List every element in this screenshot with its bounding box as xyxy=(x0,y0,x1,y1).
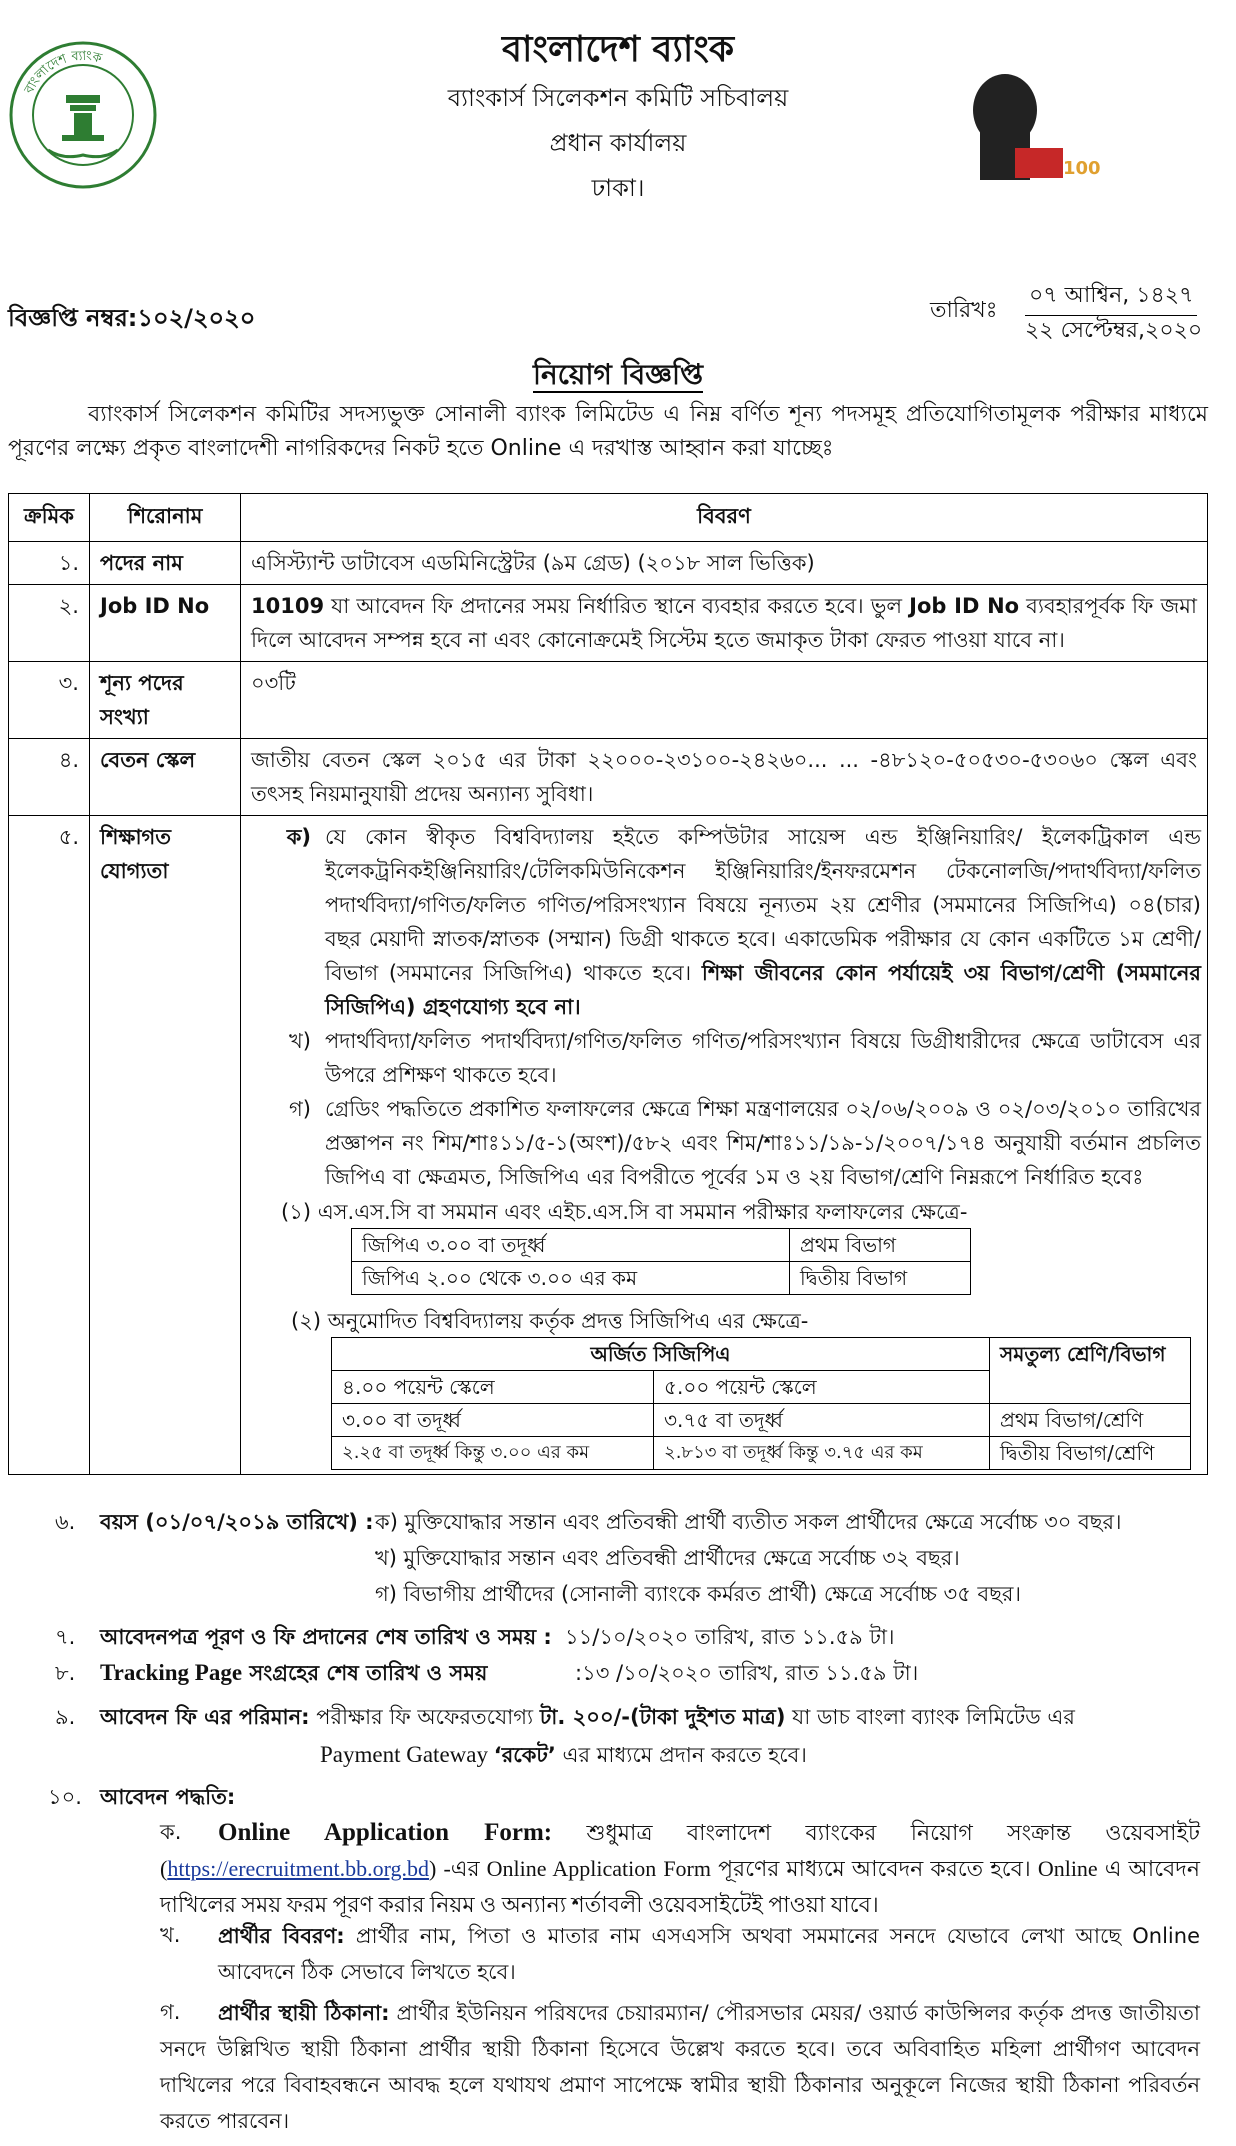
cell: সমতুল্য শ্রেণি/বিভাগ xyxy=(990,1338,1191,1404)
fee-gateway: Payment Gateway xyxy=(320,1742,494,1767)
row-desc: জাতীয় বেতন স্কেল ২০১৫ এর টাকা ২২০০০-২৩১০০-২৪২৬০... ... -৪৮১২০-৫০৫৩০-৫৩০৬০ স্কেল এবং তৎসহ নিয়মানুযায়ী প্রদেয় অন্যান্য সুবিধা। xyxy=(241,739,1208,816)
intro-text: ব্যাংকার্স সিলেকশন কমিটির সদস্যভুক্ত সোনালী ব্যাংক লিমিটেড এ নিম্ন বর্ণিত শূন্য পদসমূহ প্রতিযোগিতামূলক পরীক্ষার মাধ্যমে পূরণের লক্ষ্যে প্রকৃত বাংলাদেশী নাগরিকদের নিকট হতে Online এ দরখাস্ত আহ্বান করা যাচ্ছেঃ xyxy=(8,402,1208,461)
item-text: প্রার্থীর নাম, পিতা ও মাতার নাম এসএসসি অথবা সমমানের সনদে যেভাবে লেখা আছে Online আবেদনে ঠিক সেভাবে লিখতে হবে। xyxy=(218,1924,1200,1984)
date-gregorian: ২২ সেপ্টেম্বর,২০২০ xyxy=(1025,318,1203,343)
tracking-value: :১৩ /১০/২০২০ তারিখ, রাত ১১.৫৯ টা। xyxy=(575,1661,919,1685)
cell: ৩.৭৫ বা তদূর্ধ্ব xyxy=(653,1404,989,1437)
table-row xyxy=(9,585,1208,662)
item-text: প্রার্থীর ইউনিয়ন পরিষদের চেয়ারম্যান/ পৌরসভার মেয়র/ ওয়ার্ড কাউন্সিলর কর্তৃক প্রদত্ত জাতীয়তা সনদে উল্লিখিত স্থায়ী ঠিকানা প্রার্থীর স্থায়ী ঠিকানা হিসেবে উল্লেখ করতে হবে। তবে অবিবাহিত মহিলা প্রার্থীগণ আবেদন দাখিলের পরে বিবাহবন্ধনে আবদ্ধ হলে যথাযথ প্রমাণ সাপেক্ষে স্বামীর স্থায়ী ঠিকানার অনুকূলে নিজের স্থায়ী ঠিকানা পরিবর্তন করতে পারবেন। xyxy=(160,2001,1201,2133)
fee-rocket: ‘রকেট’ xyxy=(493,1743,556,1767)
ssc-title: (১) এস.এস.সি বা সমমান এবং এইচ.এস.সি বা সমমান পরীক্ষার ফলাফলের ক্ষেত্রে- xyxy=(281,1200,968,1224)
job-id: 10109 xyxy=(251,594,325,618)
cell: ৫.০০ পয়েন্ট স্কেলে xyxy=(653,1371,989,1404)
cell: জিপিএ ২.০০ থেকে ৩.০০ এর কম xyxy=(352,1262,790,1295)
edu-item-c xyxy=(251,1092,1201,1194)
table-row xyxy=(332,1437,1191,1470)
cell: ২.২৫ বা তদূর্ধ্ব কিন্তু ৩.০০ এর কম xyxy=(332,1437,654,1470)
method-section xyxy=(0,1780,1236,1816)
fee-text: পরীক্ষার ফি অফেরতযোগ্য xyxy=(309,1705,540,1729)
item-label: ক) xyxy=(286,825,311,849)
table-row xyxy=(352,1262,971,1295)
item-bold: শিক্ষা জীবনের কোন পর্যায়েই ৩য় বিভাগ/শ্রেণী (সমমানের সিজিপিএ) গ্রহণযোগ্য হবে না। xyxy=(325,961,1201,1019)
edu-item-b xyxy=(251,1024,1201,1092)
recruitment-link[interactable]: https://erecruitment.bb.org.bd xyxy=(167,1856,430,1881)
notice-title: নিয়োগ বিজ্ঞপ্তি xyxy=(532,358,704,391)
item-label: ক. xyxy=(160,1820,182,1844)
city-name: ঢাকা। xyxy=(591,174,645,202)
row-desc xyxy=(241,585,1208,662)
svg-text:100: 100 xyxy=(1063,158,1101,179)
table-row xyxy=(9,542,1208,585)
cell: ৪.০০ পয়েন্ট স্কেলে xyxy=(332,1371,654,1404)
notice-number: বিজ্ঞপ্তি নম্বর:১০২/২০২০ xyxy=(8,304,256,332)
row-desc: এসিস্ট্যান্ট ডাটাবেস এডমিনিস্ট্রেটর (৯ম গ্রেড) (২০১৮ সাল ভিত্তিক) xyxy=(241,542,1208,585)
row-serial: ৫. xyxy=(9,816,90,1475)
row-title: পদের নাম xyxy=(90,542,241,585)
ssc-table xyxy=(351,1228,971,1295)
row-serial: ২. xyxy=(9,585,90,662)
date-label: তারিখঃ xyxy=(930,298,998,323)
age-item: খ) মুক্তিযোদ্ধার সন্তান এবং প্রতিবন্ধী প্রার্থীদের ক্ষেত্রে সর্বোচ্চ ৩২ বছর। xyxy=(375,1546,960,1570)
item-bold: প্রার্থীর স্থায়ী ঠিকানা: xyxy=(218,2001,390,2025)
cell: অর্জিত সিজিপিএ xyxy=(332,1338,990,1371)
date-bangla: ০৭ আশ্বিন, ১৪২৭ xyxy=(1025,278,1197,316)
item-text: যে কোন স্বীকৃত বিশ্ববিদ্যালয় হইতে কম্পিউটার সায়েন্স এন্ড ইঞ্জিনিয়ারিং/ ইলেকট্রিকাল এন্ড ইলেকট্রনিকইঞ্জিনিয়ারিং/টেলিকমিউনিকেশন ইঞ্জিনিয়ারিং/ইনফরমেশন টেকনোলজি/পদার্থবিদ্যা/ফলিত পদার্থবিদ্যা/গণিত/ফলিত গণিত/পরিসংখ্যান বিষয়ে নূন্যতম ২য় শ্রেণীর (সমমানের সিজিপিএ) ০৪(চার) বছর মেয়াদী স্নাতক/স্নাতক (সম্মান) ডিগ্রী থাকতে হবে। একাডেমিক পরীক্ষার যে কোন একটিতে ১ম শ্রেণী/বিভাগ (সমমানের সিজিপিএ) থাকতে হবে। xyxy=(325,825,1201,985)
item-number: ১০. xyxy=(48,1785,82,1809)
item-label: খ. xyxy=(160,1923,181,1947)
item-label: গ) xyxy=(289,1097,311,1121)
method-label: আবেদন পদ্ধতি: xyxy=(100,1785,236,1809)
fee-amount: টা. ২০০/-(টাকা দুইশত মাত্র) xyxy=(539,1705,786,1729)
row-serial: ১. xyxy=(9,542,90,585)
item-number: ৯. xyxy=(55,1705,76,1729)
age-label: বয়স (০১/০৭/২০১৯ তারিখে) : xyxy=(100,1510,374,1534)
row-title: শিক্ষাগত যোগ্যতা xyxy=(90,816,241,1475)
cell: ২.৮১৩ বা তদূর্ধ্ব কিন্তু ৩.৭৫ এর কম xyxy=(653,1437,989,1470)
office-name: প্রধান কার্যালয় xyxy=(549,129,687,157)
details-table xyxy=(8,493,1208,1475)
table-row xyxy=(352,1229,971,1262)
bangladesh-bank-logo xyxy=(8,40,158,190)
fee-label: আবেদন ফি এর পরিমান: xyxy=(100,1705,310,1729)
svg-text:বাংলাদেশ ব্যাংক: বাংলাদেশ ব্যাংক xyxy=(21,48,104,97)
mujib-centenary-logo xyxy=(950,70,1120,190)
age-item: গ) বিভাগীয় প্রার্থীদের (সোনালী ব্যাংকে কর্মরত প্রার্থী) ক্ষেত্রে সর্বোচ্চ ৩৫ বছর। xyxy=(375,1582,1021,1606)
desc-text: যা আবেদন ফি প্রদানের সময় নির্ধারিত স্থানে ব্যবহার করতে হবে। ভুল xyxy=(324,594,910,618)
item-label: গ. xyxy=(160,2000,181,2024)
item-label: খ) xyxy=(289,1029,311,1053)
cell: ৩.০০ বা তদূর্ধ্ব xyxy=(332,1404,654,1437)
item-bold: প্রার্থীর বিবরণ: xyxy=(218,1924,345,1948)
item-text: পদার্থবিদ্যা/ফলিত পদার্থবিদ্যা/গণিত/ফলিত গণিত/পরিসংখ্যান বিষয়ে ডিগ্রীধারীদের ক্ষেত্রে ডাটাবেস এর উপরে প্রশিক্ষণ থাকতে হবে। xyxy=(325,1029,1201,1087)
cell: দ্বিতীয় বিভাগ/শ্রেণি xyxy=(990,1437,1191,1470)
fee-text: যা ডাচ বাংলা ব্যাংক লিমিটেড এর xyxy=(785,1705,1075,1729)
tracking-label-en: Tracking Page xyxy=(100,1660,243,1685)
cell: দ্বিতীয় বিভাগ xyxy=(790,1262,971,1295)
col-description: বিবরণ xyxy=(241,494,1208,542)
fee-text: এর মাধ্যমে প্রদান করতে হবে। xyxy=(555,1743,807,1767)
cell: প্রথম বিভাগ xyxy=(790,1229,971,1262)
cell: জিপিএ ৩.০০ বা তদূর্ধ্ব xyxy=(352,1229,790,1262)
uni-title: (২) অনুমোদিত বিশ্ববিদ্যালয় কর্তৃক প্রদত্ত সিজিপিএ এর ক্ষেত্রে- xyxy=(291,1309,809,1333)
item-number: ৮. xyxy=(55,1661,76,1685)
table-row xyxy=(332,1338,1191,1371)
row-title: শূন্য পদের সংখ্যা xyxy=(90,662,241,739)
education-details xyxy=(241,816,1208,1475)
item-text: গ্রেডিং পদ্ধতিতে প্রকাশিত ফলাফলের ক্ষেত্রে শিক্ষা মন্ত্রণালয়ের ০২/০৬/২০০৯ ও ০২/০৩/২০১০ তারিখের প্রজ্ঞাপন নং শিম/শাঃ১১/৫-১(অংশ)/৫৮২ এবং শিম/শাঃ১১/১৯-১/২০০৭/১৭৪ অনুযায়ী বর্তমান প্রচলিত জিপিএ বা ক্ষেত্রমত, সিজিপিএ এর বিপরীতে পূর্বের ১ম ও ২য় বিভাগ/শ্রেণি নিম্নরূপে নির্ধারিত হবেঃ xyxy=(325,1097,1201,1189)
desc-text: ব্যবহারপূর্বক ফি জমা দিলে আবেদন সম্পন্ন হবে না এবং কোনোক্রমেই সিস্টেম হতে জমাকৃত টাকা ফেরত পাওয়া যাবে না। xyxy=(251,594,1198,652)
col-serial: ক্রমিক xyxy=(9,494,90,542)
table-row xyxy=(332,1404,1191,1437)
deadline-label: আবেদনপত্র পূরণ ও ফি প্রদানের শেষ তারিখ ও সময় : xyxy=(100,1625,552,1649)
dept-name: ব্যাংকার্স সিলেকশন কমিটি সচিবালয় xyxy=(447,84,789,112)
row-title: বেতন স্কেল xyxy=(90,739,241,816)
edu-item-a xyxy=(251,820,1201,1024)
org-name: বাংলাদেশ ব্যাংক xyxy=(501,29,735,70)
deadline-value: ১১/১০/২০২০ তারিখ, রাত ১১.৫৯ টা। xyxy=(565,1625,895,1649)
table-row xyxy=(9,662,1208,739)
item-text: ) -এর Online Application Form পূরণের মাধ্যমে আবেদন করতে হবে। Online এ আবেদন দাখিলের সময় ফরম পূরণ করার নিয়ম ও অন্যান্য শর্তাবলী ওয়েবসাইটেই পাওয়া যাবে। xyxy=(160,1856,1200,1917)
cgpa-table xyxy=(331,1337,1191,1470)
item-number: ৭. xyxy=(55,1625,76,1649)
tracking-label: সংগ্রহের শেষ তারিখ ও সময় xyxy=(242,1661,488,1685)
col-title: শিরোনাম xyxy=(90,494,241,542)
age-item: ক) মুক্তিযোদ্ধার সন্তান এবং প্রতিবন্ধী প্রার্থী ব্যতীত সকল প্রার্থীদের ক্ষেত্রে সর্বোচ্চ ৩০ বছর। xyxy=(375,1510,1122,1534)
age-section xyxy=(0,1505,1236,1615)
fee-section xyxy=(0,1700,1236,1780)
item-number: ৬. xyxy=(55,1510,76,1534)
table-row xyxy=(9,739,1208,816)
deadline-section xyxy=(0,1620,1236,1656)
row-serial: ৪. xyxy=(9,739,90,816)
cell: প্রথম বিভাগ/শ্রেণি xyxy=(990,1404,1191,1437)
row-title: Job ID No xyxy=(90,585,241,662)
form-title: Online Application Form: xyxy=(218,1819,553,1846)
table-row xyxy=(9,816,1208,1475)
tracking-section xyxy=(0,1656,1236,1692)
row-desc: ০৩টি xyxy=(241,662,1208,739)
item-text: শুধুমাত্র বাংলাদেশ ব্যাংকের নিয়োগ সংক্রান্ত ওয়েবসাইট ( xyxy=(160,1820,1200,1881)
desc-bold: Job ID No xyxy=(909,594,1020,618)
row-serial: ৩. xyxy=(9,662,90,739)
